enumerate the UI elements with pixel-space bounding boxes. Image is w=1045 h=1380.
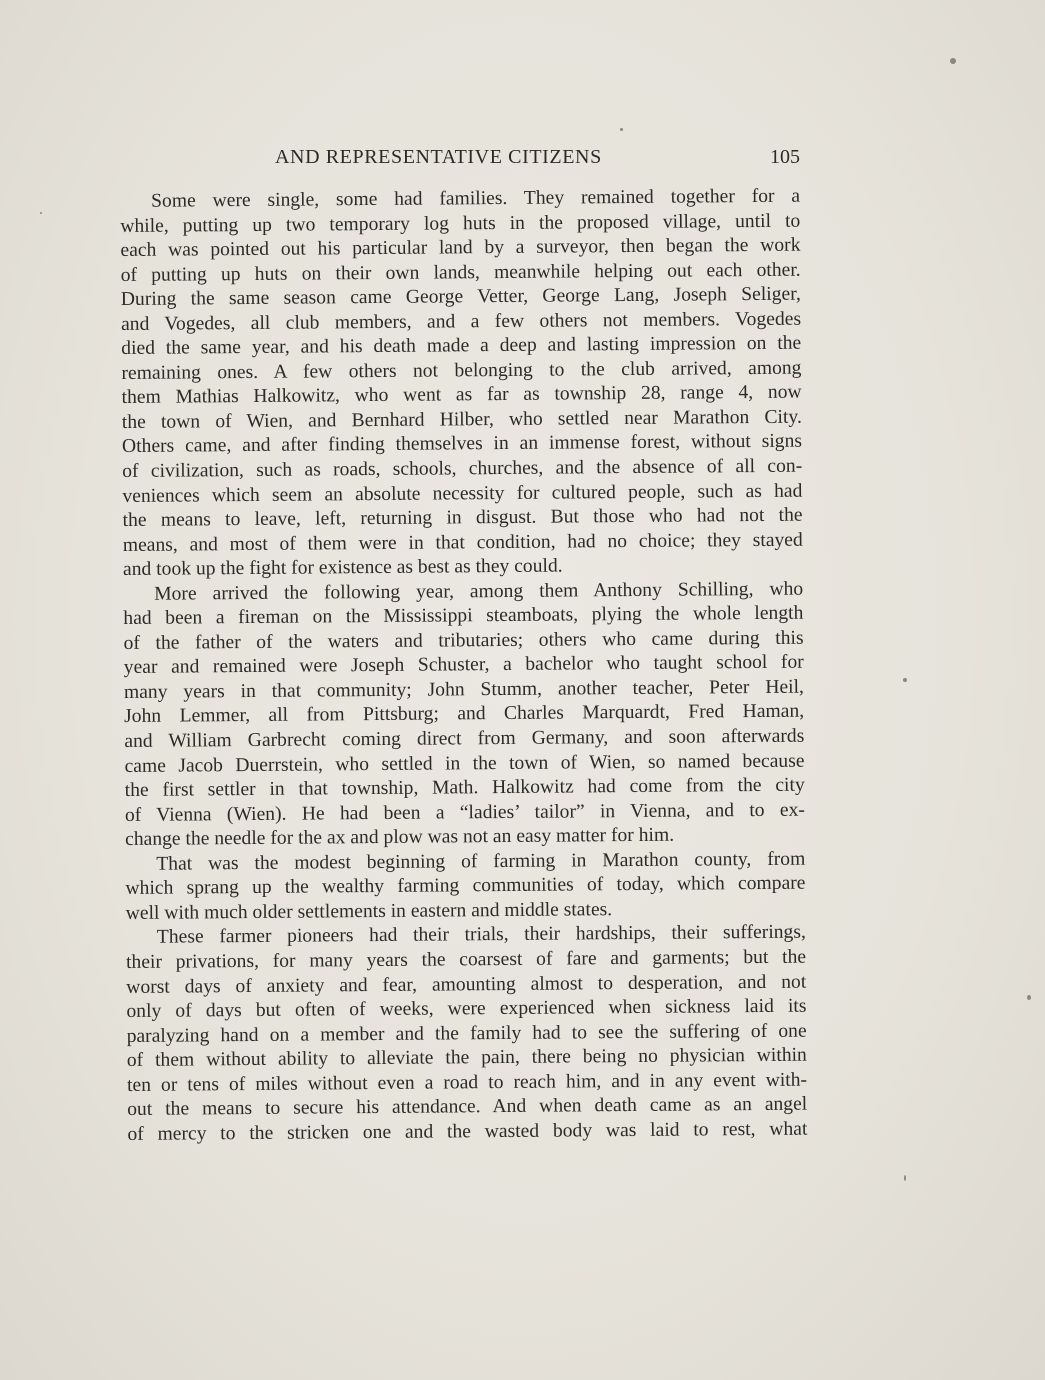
running-title: AND REPRESENTATIVE CITIZENS (275, 146, 602, 168)
text-line: means, and most of them were in that condition, had no choice; they stayed (122, 529, 803, 556)
text-line: of mercy to the stricken one and the wasted body was laid to rest, what (127, 1118, 808, 1145)
paper-speck (620, 128, 623, 131)
page-header (120, 146, 800, 174)
page-number: 105 (770, 146, 800, 168)
text-line: of the father of the waters and tributaries; others who came during this (123, 627, 804, 654)
paragraph (126, 921, 808, 1147)
text-line: More arrived the following year, among them Anthony Schilling, who (154, 578, 804, 605)
text-line: paralyzing hand on a member and the family had to see the suffering of one (126, 1020, 807, 1047)
text-line: These farmer pioneers had their trials, their hardships, their sufferings, (156, 922, 806, 949)
text-line: worst days of anxiety and fear, amounting almost to desperation, and not (126, 971, 807, 998)
text-line: and took up the fight for existence as best as they could. (122, 555, 563, 581)
text-line: and William Garbrecht coming direct from Germany, and soon afterwards (124, 725, 805, 753)
text-line: only of days but often of weeks, were experienced when sickness laid its (126, 995, 807, 1023)
text-line: the means to leave, left, returning in disgust. But those who had not the (122, 504, 803, 532)
text-line: out the means to secure his attendance. And when death came as an angel (127, 1093, 808, 1121)
paragraph (123, 577, 805, 852)
text-line: remaining ones. A few others not belonging to the club arrived, among (121, 357, 802, 384)
text-line: well with much older settlements in eastern and middle states. (125, 899, 613, 924)
text-line: died the same year, and his death made a deep and lasting impression on the (121, 332, 802, 360)
text-line: the town of Wien, and Bernhard Hilber, who settled near Marathon City. (121, 406, 802, 433)
text-line: During the same season came George Vetter, George Lang, Joseph Seliger, (120, 283, 801, 311)
text-line: change the needle for the ax and plow was not an easy matter for him. (125, 824, 675, 851)
text-line: them Mathias Halkowitz, who went as far as township 28, range 4, now (121, 382, 802, 409)
paper-speck (903, 678, 907, 682)
text-line: many years in that community; John Stumm, another teacher, Peter Heil, (123, 676, 805, 703)
paper-speck (1027, 995, 1031, 1000)
text-line: which sprang up the wealthy farming communities of today, which compare (125, 872, 806, 900)
text-line: while, putting up two temporary log huts in the proposed village, until to (120, 210, 801, 237)
text-line: the first settler in that township, Math. Halkowitz had come from the city (124, 774, 805, 802)
paper-speck (950, 58, 956, 64)
paragraph (125, 847, 806, 926)
text-line: each was pointed out his particular land by a surveyor, then began the work (120, 234, 801, 262)
body-text (120, 185, 807, 1148)
text-line: John Lemmer, all from Pittsburg; and Charles Marquardt, Fred Haman, (124, 701, 805, 728)
text-line: their privations, for many years the coarsest of fare and garments; but the (125, 946, 807, 973)
paragraph (120, 185, 803, 583)
text-line: of putting up huts on their own lands, meanwhile helping out each other. (120, 259, 801, 286)
text-line: had been a fireman on the Mississippi steamboats, plying the whole length (123, 602, 804, 630)
paper-speck (904, 1175, 906, 1181)
text-line: year and remained were Joseph Schuster, a bachelor who taught school for (123, 652, 804, 679)
text-line: Some were single, some had families. They remained together for a (151, 185, 801, 212)
text-line: of them without ability to alleviate the pain, there being no physician within (126, 1044, 807, 1072)
text-line: Others came, and after finding themselves in an immense forest, without signs (121, 431, 803, 458)
paper-speck (40, 212, 42, 214)
text-line: That was the modest beginning of farming in Marathon county, from (156, 848, 806, 875)
text-line: ten or tens of miles without even a road to reach him, and in any event with- (126, 1069, 808, 1096)
text-line: of civilization, such as roads, schools, churches, and the absence of all con- (122, 455, 803, 483)
text-line: of Vienna (Wien). He had been a “ladies’ tailor” in Vienna, and to ex- (124, 799, 805, 826)
text-line: and Vogedes, all club members, and a few others not members. Vogedes (120, 308, 802, 335)
text-line: veniences which seem an absolute necessity for cultured people, such as had (122, 480, 803, 507)
text-line: came Jacob Duerrstein, who settled in the town of Wien, so named because (124, 750, 805, 777)
